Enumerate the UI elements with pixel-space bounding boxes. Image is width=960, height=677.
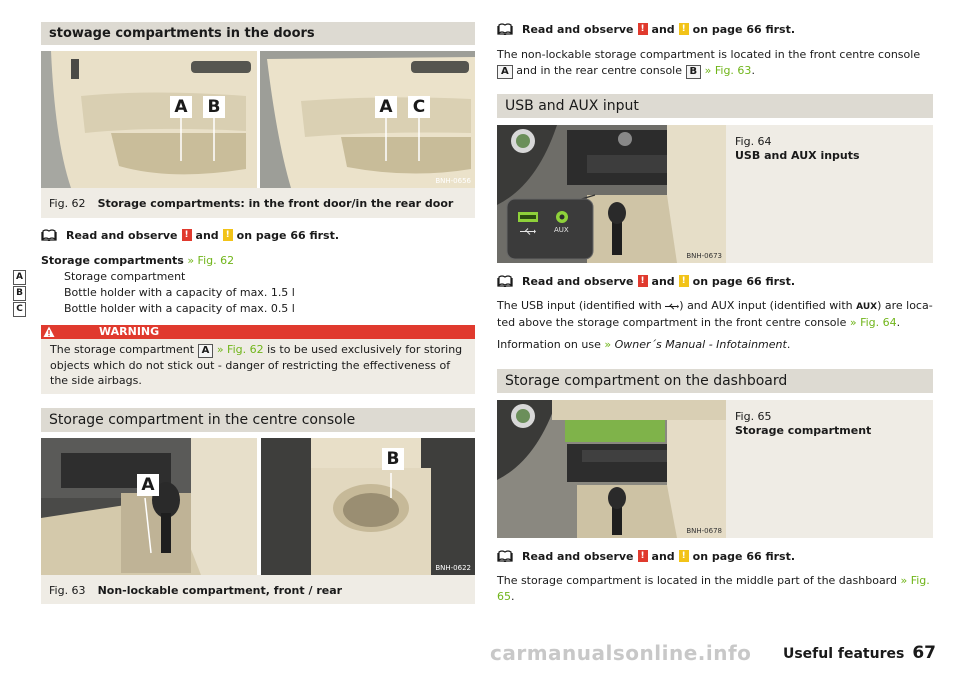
warning-box	[41, 325, 475, 394]
book-icon	[497, 23, 513, 35]
read-observe-line	[497, 274, 933, 288]
read-pre: Read and observe	[522, 549, 634, 563]
read-post: on page 66 first.	[692, 549, 796, 563]
console-letter-a: A	[497, 65, 513, 79]
warning-triangle-icon	[43, 326, 55, 338]
link-fig-63[interactable]: » Fig. 63	[704, 64, 752, 77]
caution-icon: !	[223, 229, 233, 241]
info-text-end: .	[786, 338, 791, 351]
page-number: 67	[912, 643, 936, 663]
legend-text: Storage compartment	[64, 270, 186, 283]
aux-symbol: AUX	[856, 302, 878, 312]
warning-text-1: The storage compartment	[50, 343, 195, 356]
section-heading-doors: stowage compartments in the doors	[41, 22, 475, 45]
book-icon	[497, 275, 513, 287]
warning-letter: A	[198, 344, 214, 358]
read-pre: Read and observe	[522, 274, 634, 288]
usb-symbol-icon	[665, 303, 679, 310]
figure-title: Storage compartment	[735, 424, 872, 437]
figure-title: Non-lockable compartment, front / rear	[97, 584, 343, 597]
photo-centre-console	[41, 438, 475, 575]
callout-c: C	[408, 96, 430, 118]
right-column	[497, 22, 933, 605]
read-observe-line	[497, 22, 933, 36]
figure-number: Fig. 62	[49, 197, 86, 210]
read-post: on page 66 first.	[236, 228, 340, 242]
figure-caption	[735, 135, 860, 163]
usb-text-end: .	[896, 316, 901, 329]
section-heading-dashboard: Storage compartment on the dashboard	[497, 369, 933, 393]
section-heading-centre-console: Storage compartment in the centre console	[41, 408, 475, 432]
figure-caption	[49, 197, 453, 210]
read-mid: and	[651, 22, 675, 36]
book-icon	[497, 550, 513, 562]
link-ref-marker[interactable]: »	[604, 338, 612, 351]
photo-door-storage	[41, 51, 475, 188]
legend-list	[16, 269, 475, 317]
caution-icon: !	[679, 550, 689, 562]
photo-usb-aux	[497, 125, 726, 263]
read-mid: and	[651, 549, 675, 563]
figure-caption	[49, 584, 342, 597]
figure-title: USB and AUX inputs	[735, 149, 860, 162]
read-post: on page 66 first.	[692, 274, 796, 288]
figure-code: BNH-0656	[435, 177, 471, 185]
storage-heading-line	[41, 253, 475, 269]
link-infotainment-manual[interactable]: Owner´s Manual - Infotainment	[614, 338, 787, 351]
read-pre: Read and observe	[66, 228, 178, 242]
callout-a: A	[137, 474, 159, 496]
figure-number: Fig. 65	[735, 410, 772, 423]
warning-title: WARNING	[99, 325, 160, 338]
read-mid: and	[651, 274, 675, 288]
info-text: Information on use	[497, 338, 601, 351]
warning-text-2: is to be used exclusively for storing objects which do not stick out - danger of restricting the effectiveness of the side airbags.	[50, 343, 463, 387]
usb-text-2: ) and AUX input (identified with	[679, 299, 853, 312]
warning-text	[41, 339, 475, 394]
footer-section: Useful features	[782, 646, 905, 662]
caution-icon: !	[679, 23, 689, 35]
console-letter-b: B	[686, 65, 702, 79]
dashboard-paragraph	[497, 573, 933, 605]
legend-item	[16, 269, 475, 285]
info-paragraph	[497, 337, 933, 353]
warning-icon: !	[638, 550, 648, 562]
figure-code: BNH-0673	[686, 252, 722, 260]
book-icon	[41, 229, 57, 241]
read-observe-line	[497, 549, 933, 563]
callout-b: B	[382, 448, 404, 470]
figure-64	[497, 125, 933, 263]
callout-a-rear: A	[375, 96, 397, 118]
link-fig-64[interactable]: » Fig. 64	[849, 316, 897, 329]
read-post: on page 66 first.	[692, 22, 796, 36]
dashboard-text: The storage compartment is located in the middle part of the dashboard	[497, 574, 897, 587]
figure-code: BNH-0678	[686, 527, 722, 535]
section-heading-usb-aux: USB and AUX input	[497, 94, 933, 118]
storage-heading: Storage compartments	[41, 254, 184, 267]
console-text-end: .	[751, 64, 755, 77]
console-text-2: and in the rear centre console	[516, 64, 683, 77]
legend-item	[16, 301, 475, 317]
legend-letter: B	[13, 286, 26, 301]
legend-letter: C	[13, 302, 26, 317]
figure-65	[497, 400, 933, 538]
link-fig-65[interactable]: » Fig. 65	[497, 574, 930, 603]
legend-text: Bottle holder with a capacity of max. 1.5 l	[64, 286, 295, 299]
legend-letter: A	[13, 270, 26, 285]
warning-icon: !	[182, 229, 192, 241]
figure-title: Storage compartments: in the front door/in the rear door	[97, 197, 454, 210]
console-text-1: The non-lockable storage compartment is located in the front centre console	[497, 48, 921, 61]
callout-a-front: A	[170, 96, 192, 118]
read-pre: Read and observe	[522, 22, 634, 36]
usb-text-3: ) are loca-ted above the storage compartment in the front centre console	[497, 299, 933, 329]
aux-label: AUX	[554, 226, 569, 234]
usb-symbol-icon	[520, 228, 536, 235]
link-fig-62-warning[interactable]: » Fig. 62	[216, 343, 264, 356]
warning-icon: !	[638, 275, 648, 287]
link-fig-62[interactable]: » Fig. 62	[187, 254, 235, 267]
figure-number: Fig. 64	[735, 135, 772, 148]
warning-header	[41, 325, 475, 339]
caution-icon: !	[679, 275, 689, 287]
figure-62	[41, 51, 475, 218]
page-footer	[783, 643, 936, 663]
legend-item	[16, 285, 475, 301]
figure-caption	[735, 410, 871, 438]
legend-text: Bottle holder with a capacity of max. 0.5 l	[64, 302, 295, 315]
usb-text-1: The USB input (identified with	[497, 299, 662, 312]
console-paragraph	[497, 47, 933, 79]
dashboard-text-end: .	[511, 590, 515, 603]
warning-icon: !	[638, 23, 648, 35]
figure-number: Fig. 63	[49, 584, 86, 597]
callout-b: B	[203, 96, 225, 118]
figure-code: BNH-0622	[435, 564, 471, 572]
usb-paragraph	[497, 298, 933, 331]
read-mid: and	[195, 228, 219, 242]
watermark: carmanualsonline.info	[490, 641, 752, 665]
read-observe-line	[41, 228, 475, 242]
left-column	[16, 22, 475, 604]
figure-63	[41, 438, 475, 604]
photo-dashboard-compartment	[497, 400, 726, 538]
